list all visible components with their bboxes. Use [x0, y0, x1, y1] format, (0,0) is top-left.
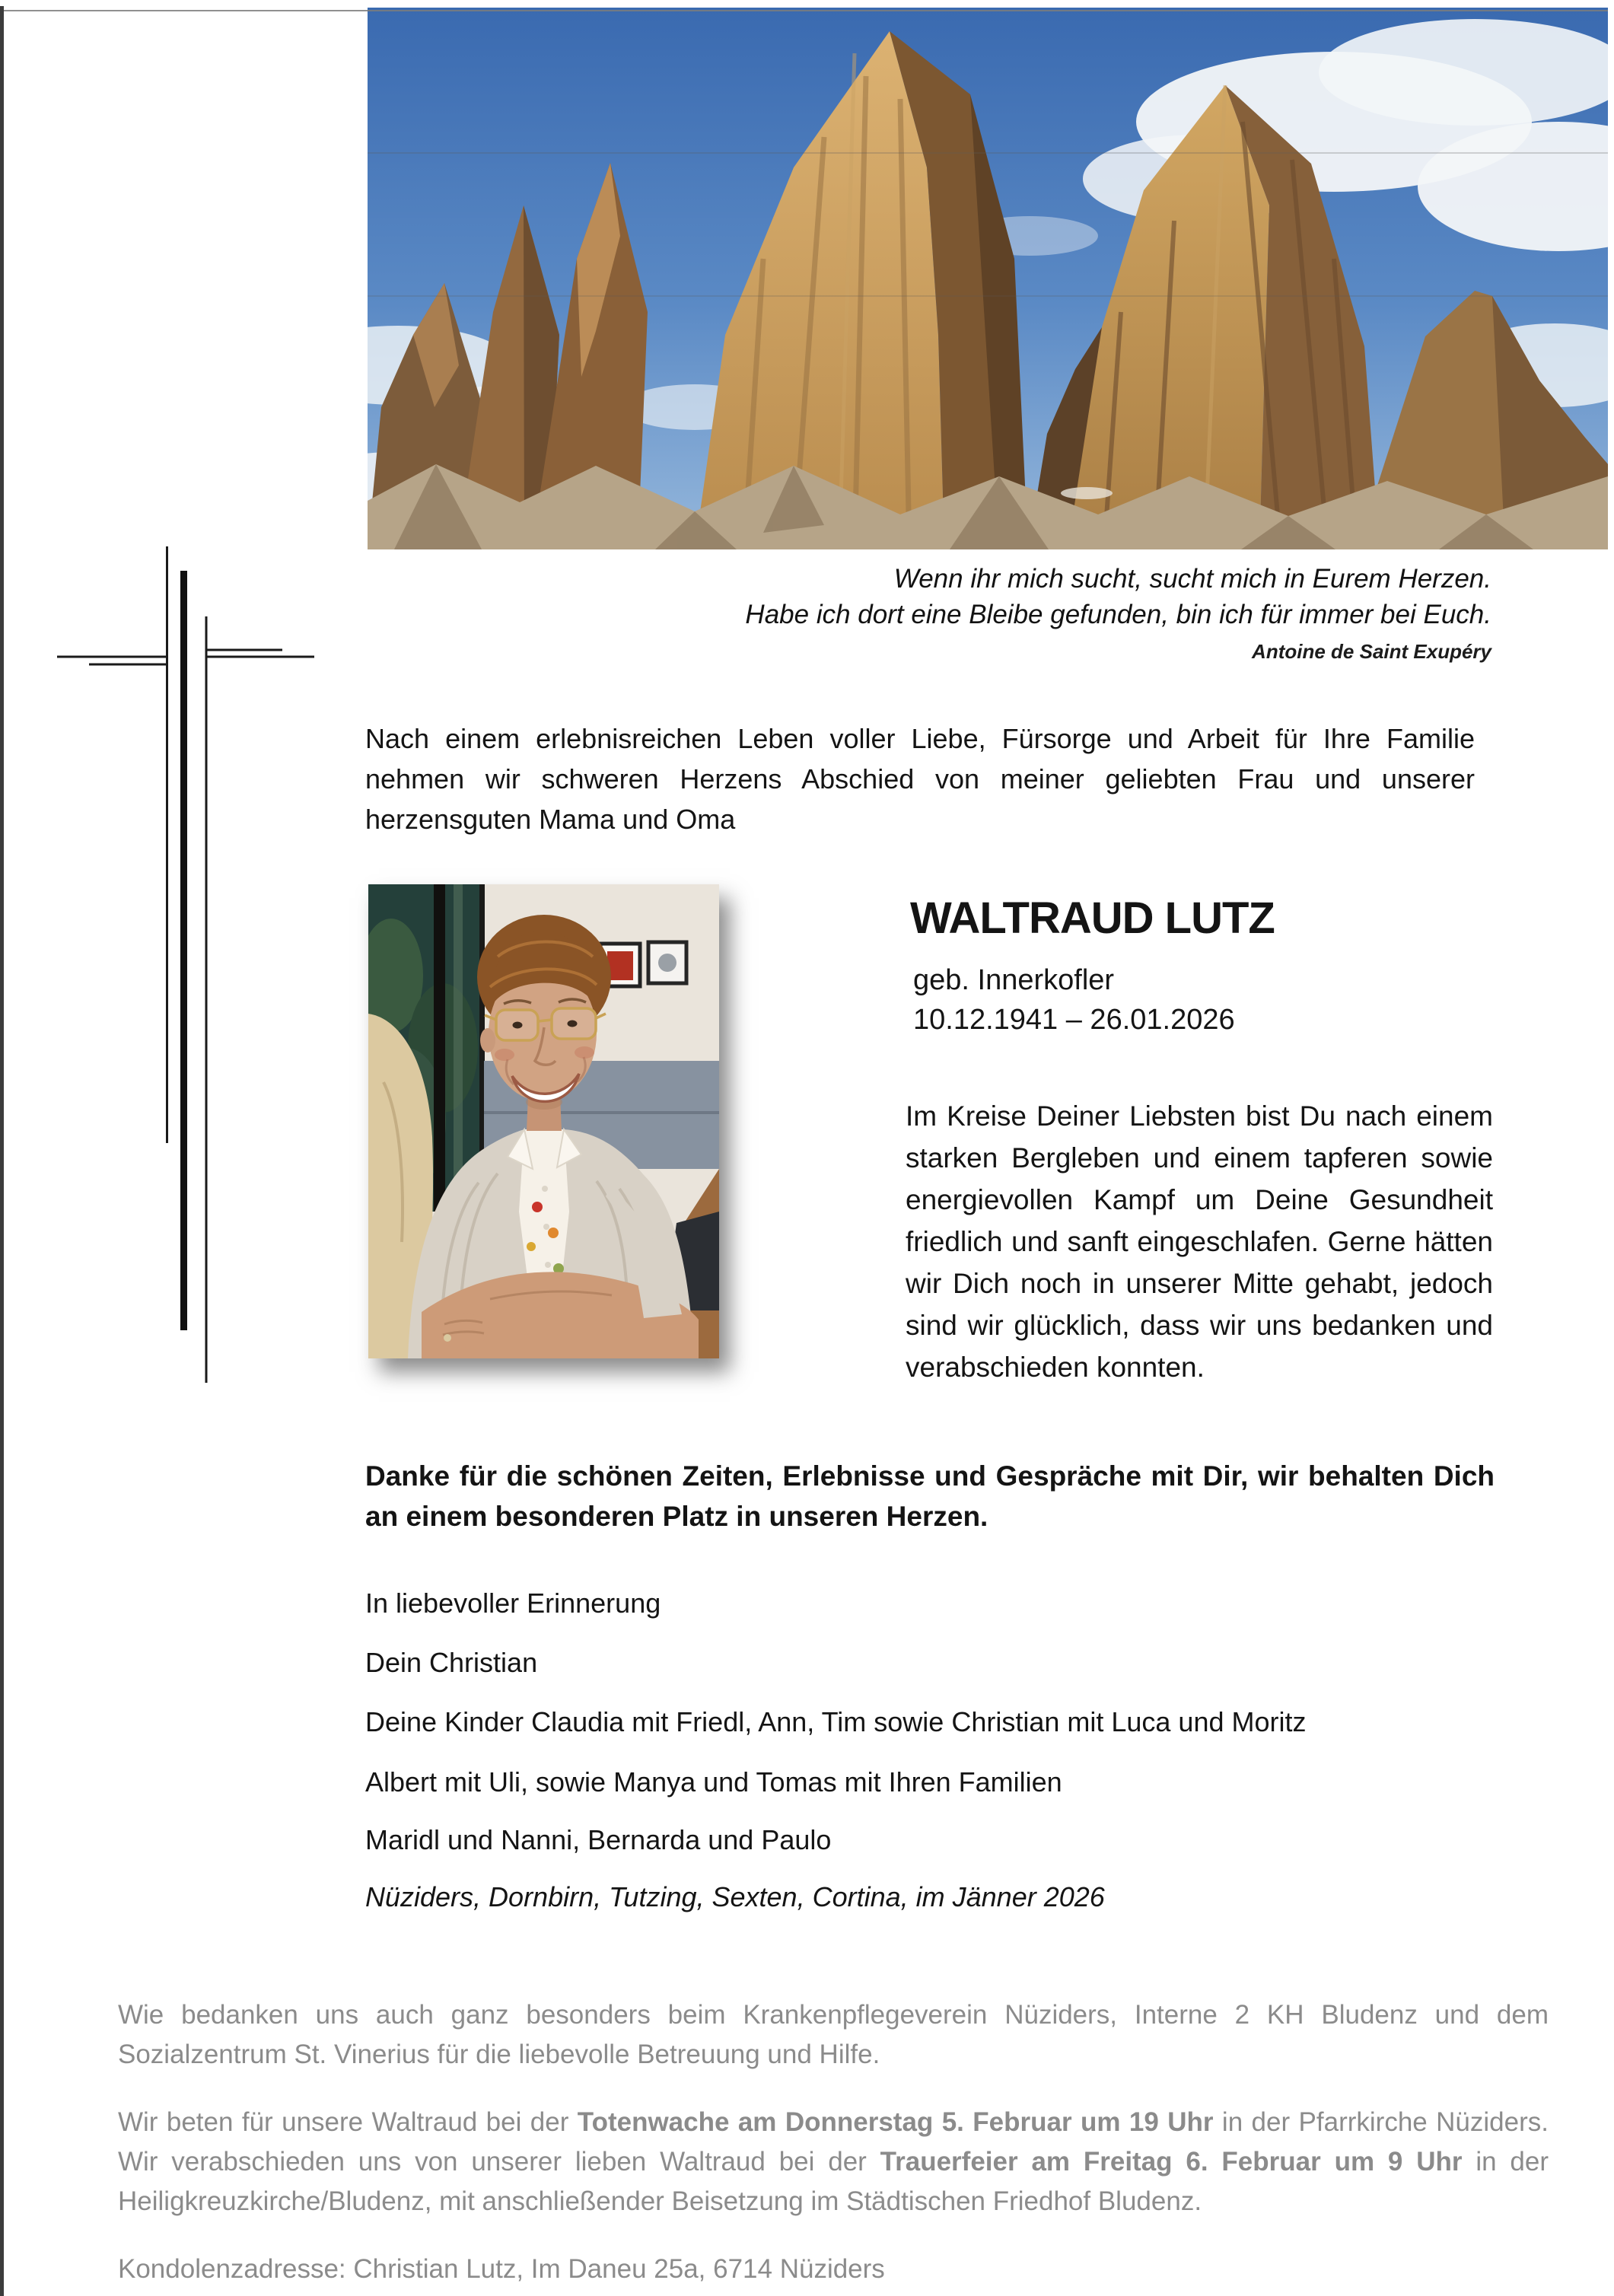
funeral-service-paragraph: Wir beten für unsere Waltraud bei der Totenwache am Donnerstag 5. Februar um 19 Uhr in der Pfarrkirche Nüziders. Wir verabschieden uns von unserer lieben Waltraud bei der Trauerfeier am Freitag 6. Februar um 9 Uhr in der Heiligkreuzkirche/Bludenz, mit anschließender Beisetzung im Städtischen Friedhof Bludenz. — [118, 2107, 1549, 2216]
deceased-name: WALTRAUD LUTZ — [910, 893, 1275, 943]
remembrance-heading: In liebevoller Erinnerung — [365, 1587, 661, 1619]
maiden-name: geb. Innerkofler — [913, 964, 1115, 996]
quote-line-2: Habe ich dort eine Bleibe gefunden, bin ich für immer bei Euch. — [745, 600, 1491, 629]
eulogy-paragraph: Im Kreise Deiner Liebsten bist Du nach einem starken Bergleben und einem tapferen sowie energievollen Kampf um Deine Gesundheit friedlich und sanft eingeschlafen. Gerne hätten wir Dich noch in unserer Mitte gehabt, jedoch sind wir glücklich, dass wir uns bedanken und verabschieden konnten. — [906, 1100, 1493, 1383]
remembrance-children: Deine Kinder Claudia mit Friedl, Ann, Tim sowie Christian mit Luca und Moritz — [365, 1706, 1307, 1737]
scan-left-border — [0, 6, 4, 2296]
gratitude-paragraph: Danke für die schönen Zeiten, Erlebnisse und Gespräche mit Dir, wir behalten Dich an einem besonderen Platz in unseren Herzen. — [365, 1460, 1495, 1532]
life-dates: 10.12.1941 – 26.01.2026 — [913, 1004, 1235, 1036]
scan-top-border — [4, 10, 1608, 11]
quote-line-1: Wenn ihr mich sucht, sucht mich in Eurem Herzen. — [893, 564, 1491, 594]
condolence-address: Kondolenzadresse: Christian Lutz, Im Daneu 25a, 6714 Nüziders — [118, 2254, 885, 2284]
memorial-cross — [46, 540, 335, 1393]
portrait-photo — [368, 884, 719, 1358]
remembrance-friends: Maridl und Nanni, Bernarda und Paulo — [365, 1824, 832, 1855]
quote-block — [502, 561, 1491, 663]
remembrance-places-date: Nüziders, Dornbirn, Tutzing, Sexten, Cortina, im Jänner 2026 — [365, 1881, 1105, 1912]
mountain-photo — [368, 8, 1608, 549]
mountain-photo-graphic — [368, 8, 1608, 549]
remembrance-husband: Dein Christian — [365, 1647, 538, 1678]
remembrance-relatives: Albert mit Uli, sowie Manya und Tomas mit Ihren Familien — [365, 1766, 1062, 1798]
footer-thanks-paragraph: Wie bedanken uns auch ganz besonders beim Krankenpflegeverein Nüziders, Interne 2 KH Bludenz und dem Sozialzentrum St. Vinerius für die liebevolle Betreuung und Hilfe. — [118, 2000, 1549, 2069]
portrait-photo-graphic — [368, 884, 719, 1358]
intro-paragraph: Nach einem erlebnisreichen Leben voller Liebe, Fürsorge und Arbeit für Ihre Familie nehmen wir schweren Herzens Abschied von meiner geliebten Frau und unserer herzensguten Mama und Oma — [365, 723, 1475, 835]
quote-attribution: Antoine de Saint Exupéry — [1252, 640, 1491, 663]
